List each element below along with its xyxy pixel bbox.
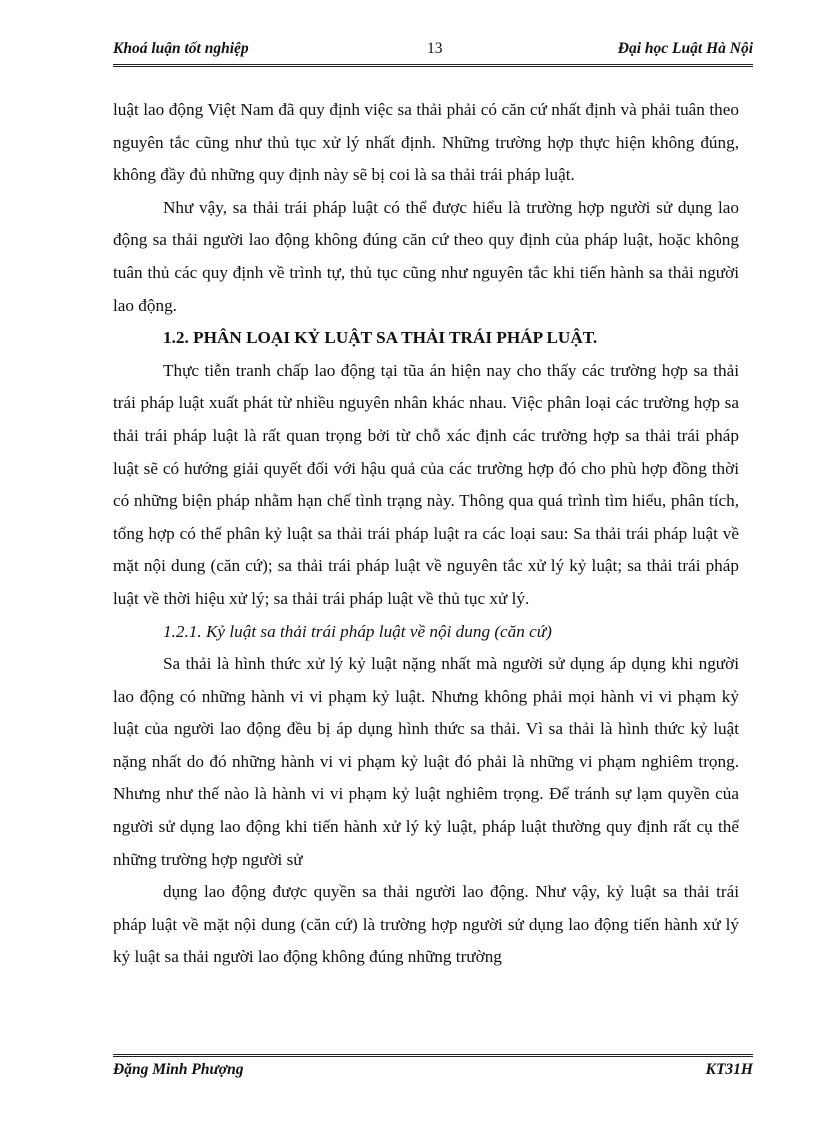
footer-class-code: KT31H xyxy=(705,1061,753,1078)
paragraph-2: Như vậy, sa thải trái pháp luật có thể được hiểu là trường hợp người sử dụng lao động sa thải người lao động không đúng căn cứ theo quy định của pháp luật, hoặc không tuân thủ các quy định về trình tự, thủ tục cũng như nguyên tắc khi tiến hành sa thải người lao động. xyxy=(113,197,739,315)
paragraph-1: luật lao động Việt Nam đã quy định việc sa thải phải có căn cứ nhất định và phải tuân theo nguyên tắc cũng như thủ tục xử lý nhất định. Những trường hợp thực hiện không đúng, không đầy đủ những quy định này sẽ bị coi là sa thải trái pháp luật. xyxy=(113,100,739,185)
section-heading: 1.2. PHÂN LOẠI KỶ LUẬT SA THẢI TRÁI PHÁP LUẬT. xyxy=(163,328,598,348)
header-thesis-title: Khoá luận tốt nghiệp xyxy=(113,40,249,57)
subsection-heading: 1.2.1. Kỷ luật sa thải trái pháp luật về nội dung (căn cứ) xyxy=(163,621,552,641)
page-number: 13 xyxy=(427,40,443,57)
header-university: Đại học Luật Hà Nội xyxy=(617,40,753,57)
footer-author: Đặng Minh Phượng xyxy=(113,1061,244,1078)
paragraph-5: dụng lao động được quyền sa thải người lao động. Như vậy, kỷ luật sa thải trái pháp luật về mặt nội dung (căn cứ) là trường hợp người sử dụng lao động tiến hành xử lý kỷ luật sa thải người lao động không đúng những trường xyxy=(113,882,739,967)
document-body xyxy=(113,94,739,974)
page-footer xyxy=(113,1054,753,1083)
paragraph-4: Sa thải là hình thức xử lý kỷ luật nặng nhất mà người sử dụng áp dụng khi người lao động có những hành vi vi phạm kỷ luật. Nhưng không phải mọi hành vi vi phạm kỷ luật của người lao động đều bị áp dụng hình thức sa thải. Vì sa thải là hình thức kỷ luật nặng nhất do đó những hành vi vi phạm kỷ luật đó phải là những vi phạm nghiêm trọng. Nhưng như thế nào là hành vi vi phạm kỷ luật nghiêm trọng. Để tránh sự lạm quyền của người sử dụng lao động khi tiến hành xử lý kỷ luật, pháp luật thường quy định rất cụ thể những trường hợp người sử xyxy=(113,654,739,869)
paragraph-3: Thực tiễn tranh chấp lao động tại tũa án hiện nay cho thấy các trường hợp sa thải trái pháp luật xuất phát từ nhiều nguyên nhân khác nhau. Việc phân loại các trường hợp sa thải trái pháp luật là rất quan trọng bởi từ chỗ xác định các trường hợp sa thải trái pháp luật sẽ có hướng giải quyết đối với hậu quả của các trường hợp đó cho phù hợp đồng thời có những biện pháp nhằm hạn chế tình trạng này. Thông qua quá trình tìm hiểu, phân tích, tổng hợp có thể phân kỷ luật sa thải trái pháp luật ra các loại sau: Sa thải trái pháp luật về mặt nội dung (căn cứ); sa thải trái pháp luật về nguyên tắc xử lý kỷ luật; sa thải trái pháp luật về thời hiệu xử lý; sa thải trái pháp luật về thủ tục xử lý. xyxy=(113,360,739,608)
page-header xyxy=(113,40,753,67)
